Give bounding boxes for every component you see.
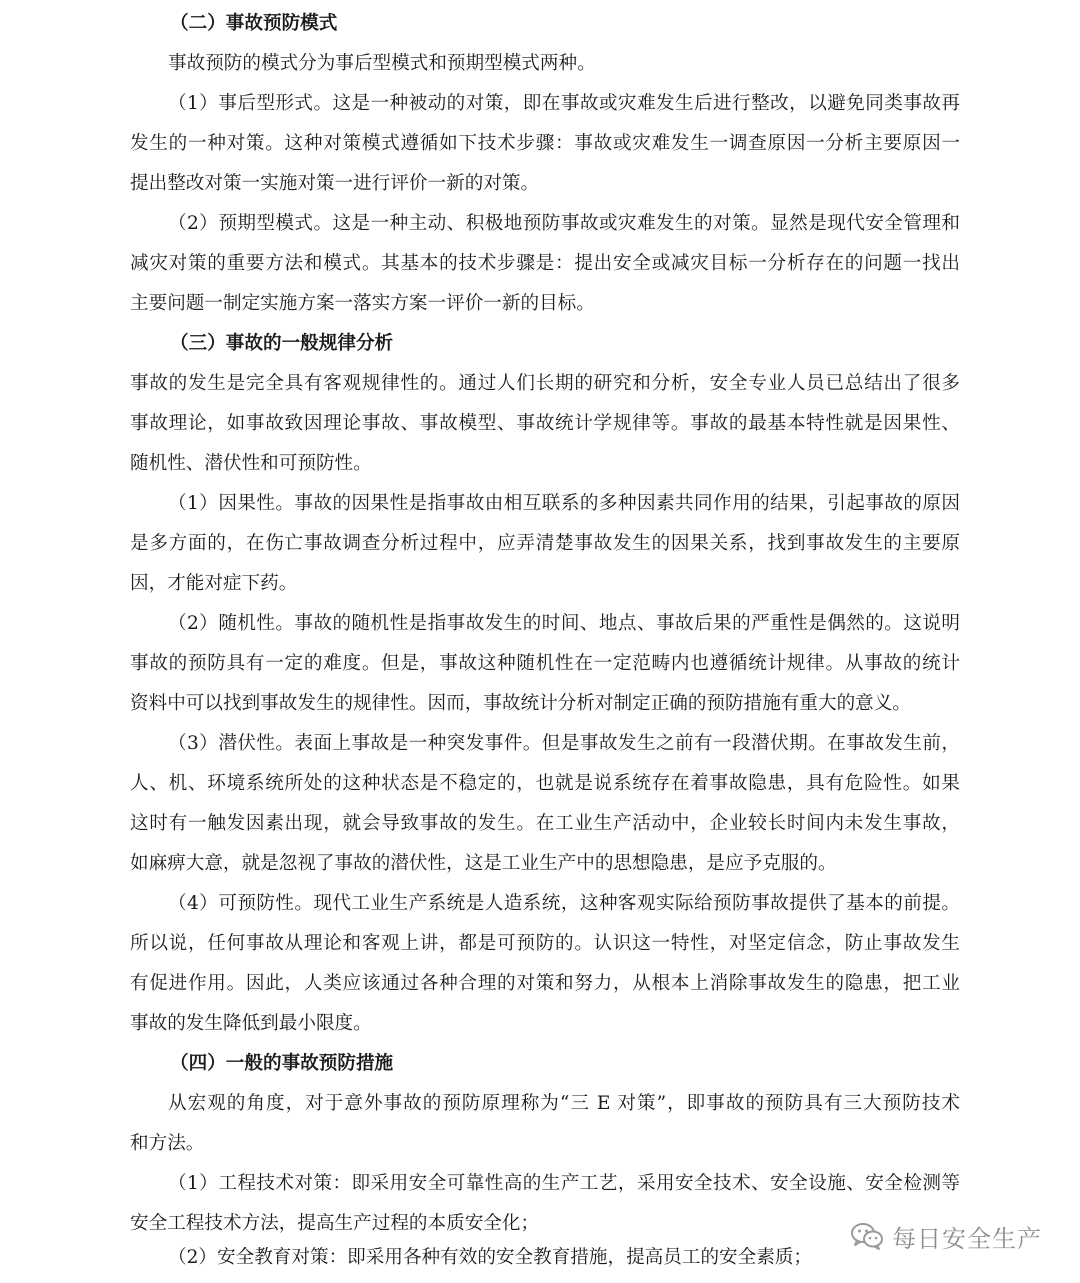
paragraph-line: 事故预防的模式分为事后型模式和预期型模式两种。 bbox=[168, 53, 596, 74]
section-heading-3: （三）事故的一般规律分析 bbox=[170, 333, 394, 354]
paragraph-line: 资料中可以找到事故发生的规律性。因而，事故统计分析对制定正确的预防措施有重大的意义。 bbox=[130, 693, 911, 714]
paragraph-line: 事故的发生是完全具有客观规律性的。通过人们长期的研究和分析，安全专业人员已总结出了很多 bbox=[130, 373, 960, 394]
section-heading-2: （二）事故预防模式 bbox=[170, 13, 338, 34]
paragraph-line: （2）随机性。事故的随机性是指事故发生的时间、地点、事故后果的严重性是偶然的。这说明 bbox=[168, 613, 960, 634]
watermark-text: 每日安全生产 bbox=[892, 1224, 1042, 1253]
wechat-icon bbox=[850, 1221, 884, 1251]
watermark bbox=[850, 1216, 1042, 1256]
paragraph-line: 如麻痹大意，就是忽视了事故的潜伏性，这是工业生产中的思想隐患，是应予克服的。 bbox=[130, 853, 837, 874]
paragraph-line: 安全工程技术方法，提高生产过程的本质安全化； bbox=[130, 1213, 540, 1234]
paragraph-line: （2）预期型模式。这是一种主动、积极地预防事故或灾难发生的对策。显然是现代安全管理和 bbox=[168, 213, 960, 234]
paragraph-line: 减灾对策的重要方法和模式。其基本的技术步骤是：提出安全或减灾目标一分析存在的问题一找出 bbox=[130, 253, 960, 274]
paragraph-line: 是多方面的，在伤亡事故调查分析过程中，应弄清楚事故发生的因果关系，找到事故发生的主要原 bbox=[130, 533, 960, 554]
paragraph-line: 提出整改对策一实施对策一进行评价一新的对策。 bbox=[130, 173, 540, 194]
paragraph-line: 和方法。 bbox=[130, 1133, 205, 1154]
paragraph-line: 人、机、环境系统所处的这种状态是不稳定的，也就是说系统存在着事故隐患，具有危险性。如果 bbox=[130, 773, 960, 794]
paragraph-line: （2）安全教育对策：即采用各种有效的安全教育措施，提高员工的安全素质； bbox=[168, 1247, 813, 1268]
paragraph-line: 有促进作用。因此，人类应该通过各种合理的对策和努力，从根本上消除事故发生的隐患，把工业 bbox=[130, 973, 960, 994]
paragraph-line: （1）工程技术对策：即采用安全可靠性高的生产工艺，采用安全技术、安全设施、安全检测等 bbox=[168, 1173, 960, 1194]
paragraph-line: 主要问题一制定实施方案一落实方案一评价一新的目标。 bbox=[130, 293, 595, 314]
paragraph-line: 从宏观的角度，对于意外事故的预防原理称为“三 E 对策”，即事故的预防具有三大预防技术 bbox=[168, 1093, 960, 1114]
paragraph-line: 事故理论，如事故致因理论事故、事故模型、事故统计学规律等。事故的最基本特性就是因果性、 bbox=[130, 413, 960, 434]
paragraph-line: （4）可预防性。现代工业生产系统是人造系统，这种客观实际给预防事故提供了基本的前提。 bbox=[168, 893, 960, 914]
paragraph-line: 所以说，任何事故从理论和客观上讲，都是可预防的。认识这一特性，对坚定信念，防止事故发生 bbox=[130, 933, 960, 954]
paragraph-line: 这时有一触发因素出现，就会导致事故的发生。在工业生产活动中，企业较长时间内未发生事故， bbox=[130, 813, 960, 834]
paragraph-line: 事故的预防具有一定的难度。但是，事故这种随机性在一定范畴内也遵循统计规律。从事故的统计 bbox=[130, 653, 960, 674]
section-heading-4: （四）一般的事故预防措施 bbox=[170, 1053, 394, 1074]
paragraph-line: （1）事后型形式。这是一种被动的对策，即在事故或灾难发生后进行整改，以避免同类事故再 bbox=[168, 93, 960, 114]
paragraph-line: 因，才能对症下药。 bbox=[130, 573, 298, 594]
paragraph-line: 随机性、潜伏性和可预防性。 bbox=[130, 453, 372, 474]
paragraph-line: （1）因果性。事故的因果性是指事故由相互联系的多种因素共同作用的结果，引起事故的原因 bbox=[168, 493, 960, 514]
paragraph-line: 发生的一种对策。这种对策模式遵循如下技术步骤：事故或灾难发生一调查原因一分析主要原因一 bbox=[130, 133, 960, 154]
paragraph-line: （3）潜伏性。表面上事故是一种突发事件。但是事故发生之前有一段潜伏期。在事故发生前， bbox=[168, 733, 960, 754]
paragraph-line: 事故的发生降低到最小限度。 bbox=[130, 1013, 372, 1034]
